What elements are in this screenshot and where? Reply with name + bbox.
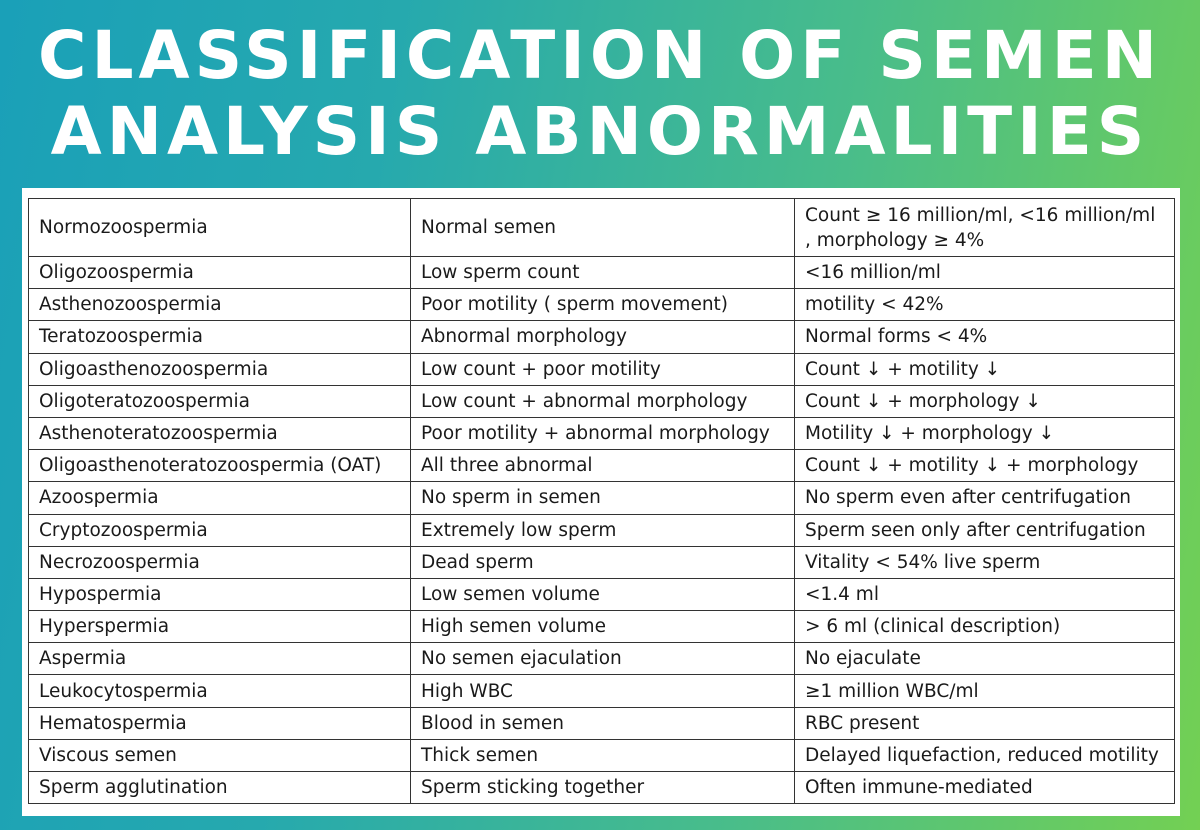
table-row — [29, 482, 1175, 514]
table-row — [29, 611, 1175, 643]
table-row — [29, 321, 1175, 353]
table-row — [29, 514, 1175, 546]
title-line-1: CLASSIFICATION OF SEMEN — [38, 17, 1162, 94]
criteria-cell: Often immune-mediated — [795, 772, 1175, 804]
criteria-cell: No ejaculate — [795, 643, 1175, 675]
meaning-cell: Low semen volume — [411, 578, 795, 610]
criteria-cell: Count ↓ + motility ↓ + morphology — [795, 450, 1175, 482]
criteria-cell: Count ≥ 16 million/ml, <16 million/ml , morphology ≥ 4% — [795, 199, 1175, 257]
term-cell: Azoospermia — [29, 482, 411, 514]
term-cell: Asthenozoospermia — [29, 289, 411, 321]
criteria-cell: <16 million/ml — [795, 257, 1175, 289]
term-cell: Viscous semen — [29, 739, 411, 771]
table-row — [29, 675, 1175, 707]
table-row — [29, 739, 1175, 771]
table-row — [29, 353, 1175, 385]
meaning-cell: All three abnormal — [411, 450, 795, 482]
term-cell: Necrozoospermia — [29, 546, 411, 578]
term-cell: Hematospermia — [29, 707, 411, 739]
criteria-cell: Vitality < 54% live sperm — [795, 546, 1175, 578]
meaning-cell: Dead sperm — [411, 546, 795, 578]
meaning-cell: Low count + poor motility — [411, 353, 795, 385]
table-row — [29, 546, 1175, 578]
term-cell: Asthenoteratozoospermia — [29, 417, 411, 449]
meaning-cell: High WBC — [411, 675, 795, 707]
table-row — [29, 578, 1175, 610]
term-cell: Aspermia — [29, 643, 411, 675]
meaning-cell: Poor motility + abnormal morphology — [411, 417, 795, 449]
criteria-cell: Motility ↓ + morphology ↓ — [795, 417, 1175, 449]
criteria-cell: Count ↓ + motility ↓ — [795, 353, 1175, 385]
term-cell: Cryptozoospermia — [29, 514, 411, 546]
meaning-cell: Extremely low sperm — [411, 514, 795, 546]
meaning-cell: Low count + abnormal morphology — [411, 385, 795, 417]
criteria-cell: Sperm seen only after centrifugation — [795, 514, 1175, 546]
table-row — [29, 707, 1175, 739]
criteria-cell: No sperm even after centrifugation — [795, 482, 1175, 514]
term-cell: Oligoteratozoospermia — [29, 385, 411, 417]
table-row — [29, 257, 1175, 289]
criteria-cell: > 6 ml (clinical description) — [795, 611, 1175, 643]
meaning-cell: Sperm sticking together — [411, 772, 795, 804]
term-cell: Hypospermia — [29, 578, 411, 610]
meaning-cell: Thick semen — [411, 739, 795, 771]
table-row — [29, 450, 1175, 482]
criteria-cell: Normal forms < 4% — [795, 321, 1175, 353]
title-line-2: ANALYSIS ABNORMALITIES — [50, 93, 1150, 170]
criteria-cell: Count ↓ + morphology ↓ — [795, 385, 1175, 417]
criteria-cell: <1.4 ml — [795, 578, 1175, 610]
term-cell: Hyperspermia — [29, 611, 411, 643]
classification-table — [28, 198, 1175, 804]
term-cell: Oligoasthenoteratozoospermia (OAT) — [29, 450, 411, 482]
meaning-cell: Low sperm count — [411, 257, 795, 289]
table-card — [22, 188, 1180, 816]
table-row — [29, 385, 1175, 417]
term-cell: Leukocytospermia — [29, 675, 411, 707]
table-row — [29, 417, 1175, 449]
page-title — [0, 18, 1200, 170]
meaning-cell: Normal semen — [411, 199, 795, 257]
meaning-cell: No sperm in semen — [411, 482, 795, 514]
criteria-cell: Delayed liquefaction, reduced motility — [795, 739, 1175, 771]
criteria-cell: ≥1 million WBC/ml — [795, 675, 1175, 707]
meaning-cell: High semen volume — [411, 611, 795, 643]
meaning-cell: Blood in semen — [411, 707, 795, 739]
meaning-cell: Abnormal morphology — [411, 321, 795, 353]
meaning-cell: No semen ejaculation — [411, 643, 795, 675]
term-cell: Oligozoospermia — [29, 257, 411, 289]
table-row — [29, 643, 1175, 675]
meaning-cell: Poor motility ( sperm movement) — [411, 289, 795, 321]
term-cell: Oligoasthenozoospermia — [29, 353, 411, 385]
table-row — [29, 289, 1175, 321]
criteria-cell: RBC present — [795, 707, 1175, 739]
term-cell: Teratozoospermia — [29, 321, 411, 353]
term-cell: Sperm agglutination — [29, 772, 411, 804]
term-cell: Normozoospermia — [29, 199, 411, 257]
table-row — [29, 772, 1175, 804]
criteria-cell: motility < 42% — [795, 289, 1175, 321]
table-row — [29, 199, 1175, 257]
